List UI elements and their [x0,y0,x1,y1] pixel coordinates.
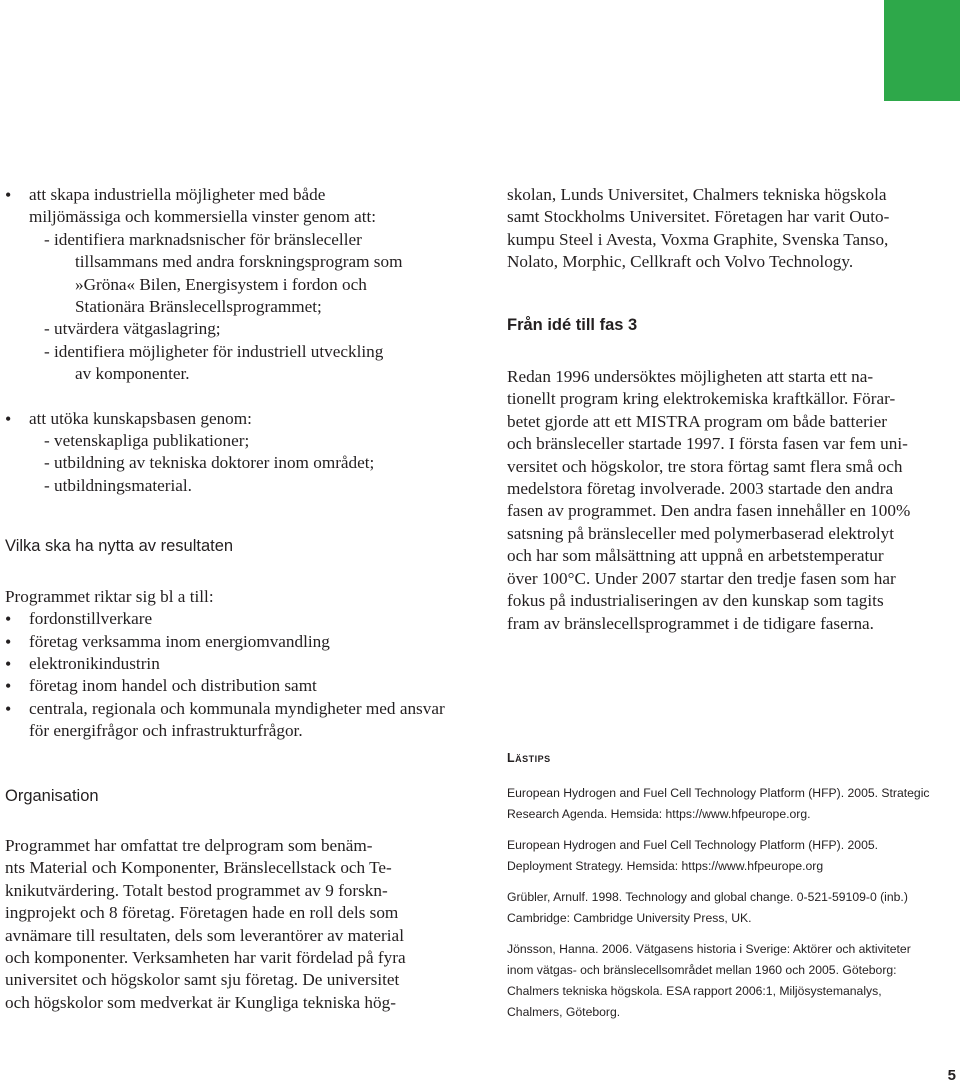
sub-item: - vetenskapliga publikationer; [44,431,250,451]
right-column [507,184,957,1023]
sub-item: - identifiera marknadsnischer för bränsleceller [44,229,362,249]
text-line: fram av bränslecellsprogrammet i de tidigare faserna. [507,613,874,633]
text-line: kumpu Steel i Avesta, Voxma Graphite, Svenska Tanso, [507,229,889,249]
sub-item-continued: Stationära Bränslecellsprogrammet; [75,297,322,317]
section-heading-beneficiaries: Vilka ska ha nytta av resultaten [5,537,234,556]
text-line: och har som målsättning att uppnå en arbetstemperatur [507,546,884,566]
green-page-tab [884,0,960,101]
section-heading-phases: Från idé till fas 3 [507,315,638,334]
text-line: nts Material och Komponenter, Bränslecellstack och Te- [5,858,392,878]
bullet-item-industrial [5,184,455,386]
text-line: • att utöka kunskapsbasen genom: [29,408,252,428]
list-item: • centrala, regionala och kommunala myndigheter med ansvar för energifrågor och infrastrukturfrågor. [5,698,455,743]
text-line: medelstora företag involverade. 2003 startade den andra [507,479,894,499]
text-line: fokus på industrialiseringen av den kunskap som tagits [507,591,884,611]
reference-item [507,835,957,877]
reference-line: Chalmers, Göteborg. [507,1005,621,1020]
text-line: satsning på bränsleceller med polymerbaserad elektrolyt [507,523,895,543]
list-item: • företag inom handel och distribution samt [5,675,455,697]
list-item: • elektronikindustrin [5,653,455,675]
sub-item-continued: »Gröna« Bilen, Energisystem i fordon och [75,274,367,294]
sub-item: - utvärdera vätgaslagring; [44,319,221,339]
reference-item [507,783,957,825]
reference-line: Jönsson, Hanna. 2006. Vätgasens historia i Sverige: Aktörer och aktiviteter [507,942,911,957]
text-line: över 100°C. Under 2007 startar den tredje fasen som har [507,568,896,588]
bullet-item-knowledge [5,408,455,498]
sub-item: - utbildning av tekniska doktorer inom området; [44,453,375,473]
reference-line: Grübler, Arnulf. 1998. Technology and global change. 0-521-59109-0 (inb.) [507,890,908,905]
reference-line: Cambridge: Cambridge University Press, UK. [507,911,752,926]
left-column [5,184,455,1014]
reference-line: European Hydrogen and Fuel Cell Technology Platform (HFP). 2005. Strategic [507,786,930,801]
section-heading-organisation: Organisation [5,786,99,805]
text-line: Nolato, Morphic, Cellkraft och Volvo Technology. [507,252,854,272]
list-item: • fordonstillverkare [5,608,455,630]
reading-tips-heading: Lästips [507,750,551,765]
sub-item: - utbildningsmaterial. [44,475,192,495]
reference-line: Research Agenda. Hemsida: https://www.hfpeurope.org. [507,807,811,822]
sub-item-continued: av komponenter. [75,364,190,384]
reference-line: European Hydrogen and Fuel Cell Technology Platform (HFP). 2005. [507,838,879,853]
text-line: Redan 1996 undersöktes möjligheten att starta ett na- [507,367,874,387]
list-item: • företag verksamma inom energiomvandling [5,631,455,653]
text-line: samt Stockholms Universitet. Företagen har varit Outo- [507,207,890,227]
text-line: • att skapa industriella möjligheter med både [29,185,326,204]
text-line: betet gjorde att ett MISTRA program om både batterier [507,411,887,431]
text-line: skolan, Lunds Universitet, Chalmers tekniska högskola [507,185,887,204]
text-line: och bränsleceller startade 1997. I första fasen var fem uni- [507,434,908,454]
page-number: 5 [947,1067,956,1084]
text-line: miljömässiga och kommersiella vinster genom att: [29,207,377,227]
organisation-paragraph [5,835,455,1014]
text-line: avnämare till resultaten, dels som leverantörer av material [5,925,404,945]
text-line: ingprojekt och 8 företag. Företagen hade en roll dels som [5,903,399,923]
text-line: Programmet har omfattat tre delprogram som benäm- [5,835,373,855]
text-line: och högskolor som medverkat är Kungliga tekniska hög- [5,992,396,1012]
continued-paragraph [507,184,957,274]
target-list [5,608,455,742]
text-line: versitet och högskolor, tre stora förtag samt flera små och [507,456,903,476]
text-line: tionellt program kring elektrokemiska kraftkällor. Förar- [507,389,896,409]
reference-line: Chalmers tekniska högskola. ESA rapport 2006:1, Miljösystemanalys, [507,984,882,999]
text-line: fasen av programmet. Den andra fasen innehåller en 100% [507,501,911,521]
text-line: universitet och högskolor samt sju företag. De universitet [5,970,400,990]
reference-item [507,939,957,1023]
text-line: och komponenter. Verksamheten har varit fördelad på fyra [5,947,406,967]
phases-paragraph [507,366,957,635]
reference-line: inom vätgas- och bränslecellsområdet mellan 1960 och 2005. Göteborg: [507,963,897,978]
intro-text: Programmet riktar sig bl a till: [5,586,214,606]
sub-item-continued: tillsammans med andra forskningsprogram som [75,252,403,272]
reference-item [507,887,957,929]
text-line: knikutvärdering. Totalt bestod programmet av 9 forskn- [5,880,388,900]
reference-line: Deployment Strategy. Hemsida: https://www.hfpeurope.org [507,859,824,874]
sub-item: - identifiera möjligheter för industriell utveckling [44,341,384,361]
